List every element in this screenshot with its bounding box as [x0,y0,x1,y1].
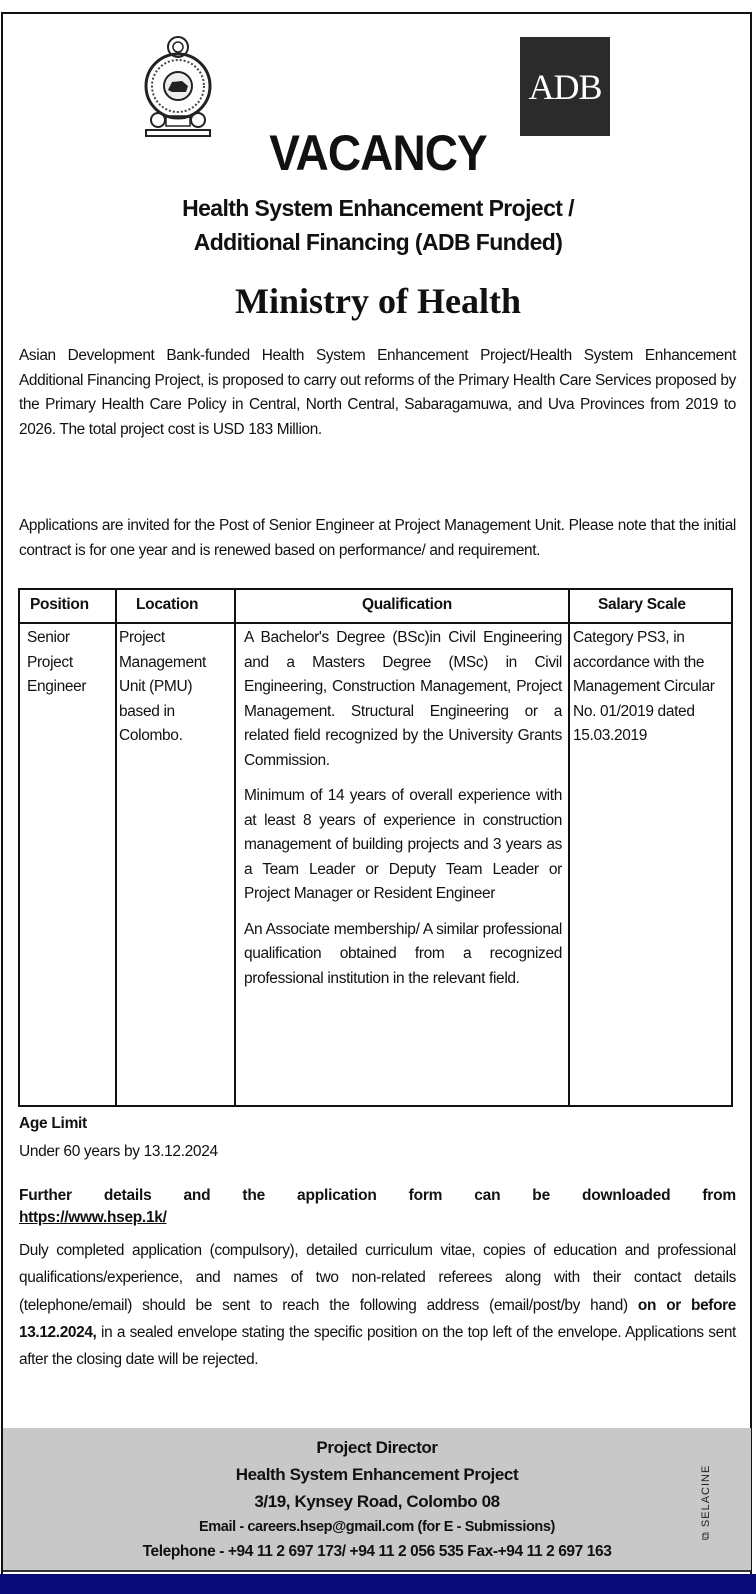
agency-mark-text: SELACINE [700,1464,712,1528]
age-limit-label: Age Limit [19,1115,87,1132]
table-header-qualification: Qualification [362,596,452,613]
invitation-paragraph: Applications are invited for the Post of Senior Engineer at Project Management Unit. Please note that the initial contract is for one year and is renewed based on performance/ and requirement. [19,517,736,559]
page-title: VACANCY [269,125,487,181]
contact-footer [3,1428,751,1572]
footer-project-name: Health System Enhancement Project [235,1465,519,1484]
submission-text-after: in a sealed envelope stating the specific position on the top left of the envelope. Applications sent after the closing date will be rejected. [19,1323,736,1369]
table-header-location: Location [136,596,199,613]
submission-instructions [19,1237,736,1373]
footer-address: 3/19, Kynsey Road, Colombo 08 [254,1492,500,1511]
footer-contact-title: Project Director [316,1438,438,1457]
further-details-text: Further details and the application form can be downloaded from [19,1187,736,1204]
table-header-divider [20,622,731,624]
table-header-position: Position [30,596,89,613]
ministry-heading: Ministry of Health [235,281,521,321]
qualification-degree: A Bachelor's Degree (BSc)in Civil Engineering and a Masters Degree (MSc) in Civil Engineering, Construction Management, Project Management. Structural Engineering or a related field recognized by the University Grants Commission. [244,629,562,769]
closing-date: on or before 13.12.2024, [19,1296,736,1341]
agency-mark-icon: ⧉ [700,1527,712,1540]
cell-position: Senior Project Engineer [27,629,87,695]
application-form-link[interactable]: https://www.hsep.1k/ [19,1209,167,1226]
table-column-divider [115,590,117,1105]
agency-mark [700,1465,713,1540]
sri-lanka-emblem-icon [142,34,214,138]
footer-email: Email - careers.hsep@gmail.com (for E - Submissions) [199,1519,555,1535]
bottom-bar [0,1574,756,1594]
adb-logo-text: ADB [528,66,602,107]
qualification-membership: An Associate membership/ A similar professional qualification obtained from a recognized professional institution in the relevant field. [244,920,562,987]
cell-salary-scale: Category PS3, in accordance with the Management Circular No. 01/2019 dated 15.03.2019 [573,629,715,744]
vacancy-table [18,588,733,1107]
cell-qualification [244,626,562,1002]
footer-phone: Telephone - +94 11 2 697 173/ +94 11 2 056 535 Fax-+94 11 2 697 163 [142,1543,612,1560]
qualification-experience: Minimum of 14 years of overall experience with at least 8 years of experience in construction management of building projects and 3 years as a Team Leader or Deputy Team Leader or Project Manager or Resident Engineer [244,787,562,902]
intro-paragraph: Asian Development Bank-funded Health System Enhancement Project/Health System Enhancement Additional Financing Project, is proposed to carry out reforms of the Primary Health Care Services proposed by the Primary Health Care Policy in Central, North Central, Sabaragamuwa, and Uva Provinces from 2019 to 2026. The total project cost is USD 183 Million. [19,347,736,439]
adb-logo [520,37,610,136]
age-limit-value: Under 60 years by 13.12.2024 [19,1143,218,1160]
project-subtitle-line2: Additional Financing (ADB Funded) [193,229,563,255]
submission-text: Duly completed application (compulsory), detailed curriculum vitae, copies of education and professional qualifications/experience, and names of two non-related referees along with their contact details (telephone/email) should be sent to reach the following address (email/post/by hand) [19,1242,736,1314]
cell-location: Project Management Unit (PMU) based in Colombo. [119,629,206,744]
table-column-divider [234,590,236,1105]
project-subtitle-line1: Health System Enhancement Project / [182,195,574,221]
table-header-salary-scale: Salary Scale [598,596,686,613]
table-column-divider [568,590,570,1105]
